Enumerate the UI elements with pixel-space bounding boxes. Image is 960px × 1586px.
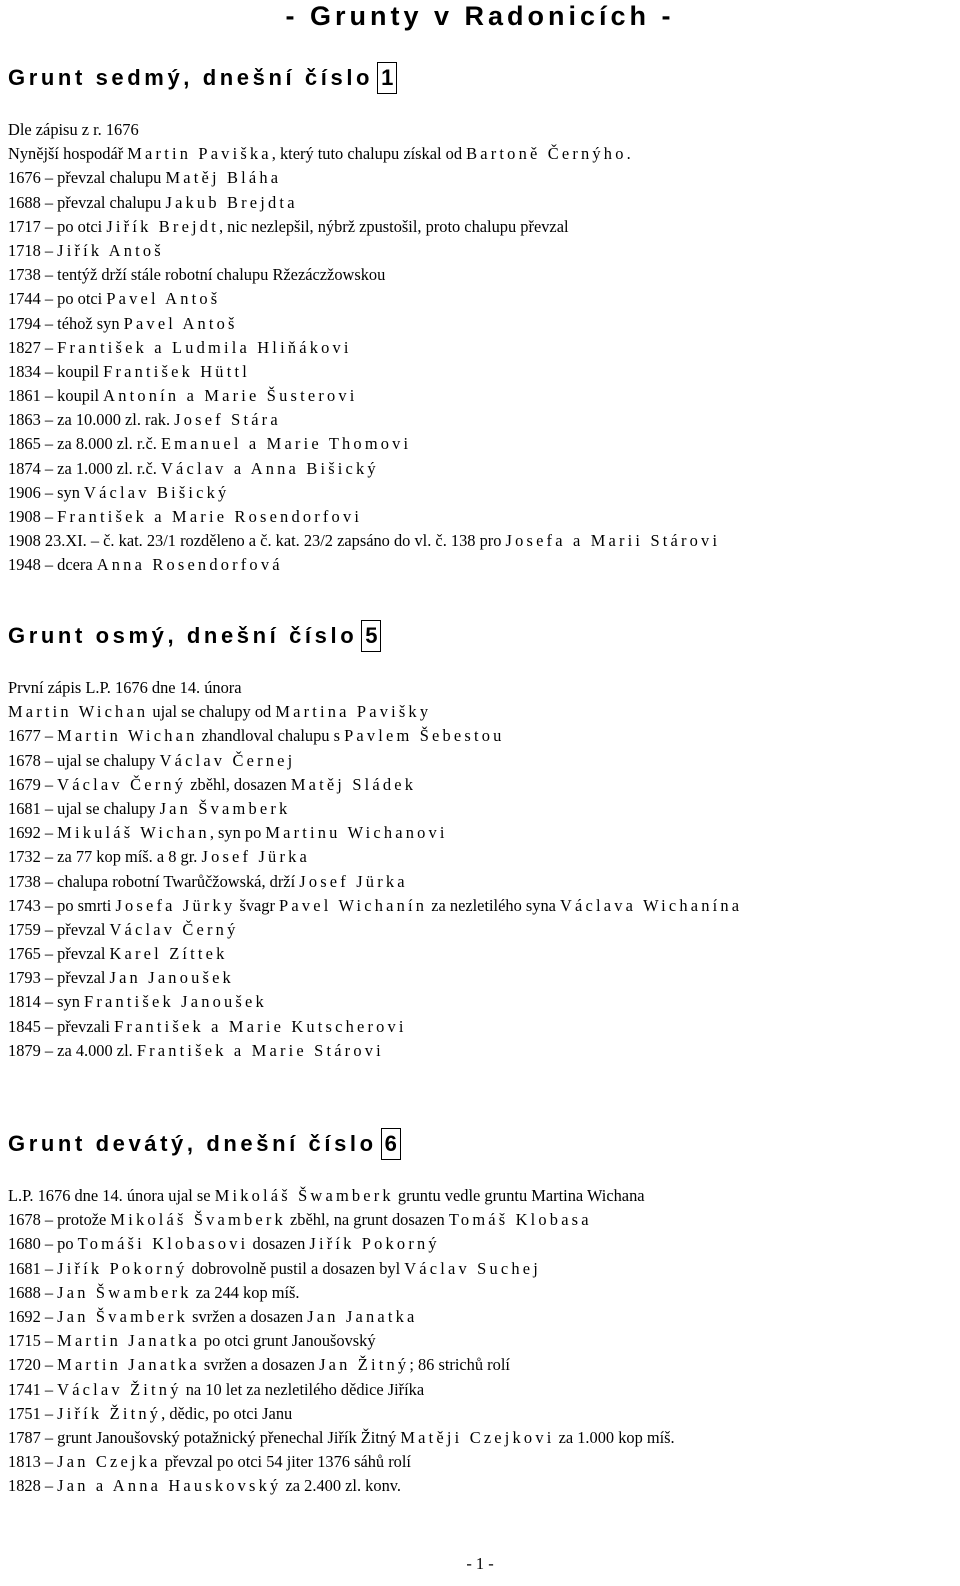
person-name: Anna Rosendorfová: [96, 555, 283, 575]
entry-text: po otci grunt Janoušovský: [199, 1331, 376, 1351]
entry-line: [8, 749, 953, 773]
entry-line: [8, 821, 953, 845]
page-title: - Grunty v Radonicích -: [285, 1, 675, 31]
entry-text: 1787 – grunt Janoušovský potažnický přenechal Jiřík Žitný: [8, 1427, 401, 1447]
entry-line: [8, 797, 953, 821]
person-name: Jiřík Žitný: [57, 1403, 162, 1423]
entry-line: [8, 553, 953, 577]
person-name: Pavel Antoš: [106, 289, 221, 309]
entry-line: [8, 384, 953, 408]
entry-line: [8, 1474, 953, 1498]
entry-text: švagr: [235, 895, 280, 915]
entry-text: L.P. 1676 dne 14. února ujal se: [8, 1186, 215, 1205]
person-name: Martinu Wichanovi: [265, 823, 448, 843]
section-heading-text: Grunt devátý, dnešní číslo: [8, 1131, 377, 1156]
entry-text: 1715 –: [8, 1331, 58, 1351]
person-name: František Hüttl: [103, 361, 250, 381]
entry-line: [8, 336, 953, 360]
person-name: Bartoně Černýho.: [466, 144, 634, 164]
entry-line: [8, 432, 953, 456]
entry-line: [8, 529, 953, 553]
person-name: Jakub Brejdta: [165, 192, 298, 212]
person-name: Antonín a Marie Šusterovi: [103, 386, 358, 406]
entry-text: 1874 – za 1.000 zl. r.č.: [8, 458, 161, 478]
entry-text: 1744 – po otci: [8, 289, 107, 309]
entry-text: 1717 – po otci: [8, 216, 107, 236]
entry-text: 1793 – převzal: [8, 968, 110, 988]
entry-text: za 1.000 kop míš.: [554, 1427, 675, 1447]
entry-text: , syn po: [209, 823, 266, 843]
entry-text: , dědic, po otci Janu: [161, 1403, 293, 1423]
entry-line: [8, 990, 953, 1014]
entry-text: za nezletilého syna: [427, 895, 561, 915]
entry-text: 1720 –: [8, 1355, 58, 1375]
person-name: František a Ludmila Hliňákovi: [57, 337, 352, 357]
entry-text: gruntu vedle gruntu Martina Wichana: [393, 1186, 645, 1205]
person-name: Jan Janatka: [307, 1306, 418, 1326]
person-name: Jan a Anna Hauskovský: [57, 1476, 282, 1496]
house-number-box: 6: [381, 1128, 401, 1160]
entry-text: 1863 – za 10.000 zl. rak.: [8, 410, 175, 430]
entry-text: 1678 – ujal se chalupy: [8, 750, 160, 770]
entry-text: 1765 – převzal: [8, 944, 110, 964]
entry-line: [8, 1257, 953, 1281]
person-name: Jan Švamberk: [159, 798, 291, 818]
entry-text: 1948 – dcera: [8, 555, 97, 575]
entry-text: 1738 – chalupa robotní Twarůčžowská, drží: [8, 871, 300, 891]
entry-line: [8, 1402, 953, 1426]
entry-text: 1759 – převzal: [8, 919, 110, 939]
entry-text: ; 86 strichů rolí: [409, 1355, 510, 1375]
entry-text: 1751 –: [8, 1403, 58, 1423]
entry-line: [8, 1232, 953, 1256]
person-name: Pavel Antoš: [123, 313, 238, 333]
entry-line: [8, 142, 953, 166]
person-name: Mikoláš Šwamberk: [214, 1186, 394, 1205]
entry-text: za 244 kop míš.: [191, 1282, 300, 1302]
entry-line: [8, 1281, 953, 1305]
entry-text: 1865 – za 8.000 zl. r.č.: [8, 434, 161, 454]
entry-text: 1688 – převzal chalupu: [8, 192, 166, 212]
entry-text: 1743 – po smrti: [8, 895, 116, 915]
person-name: Tomáši Klobasovi: [77, 1234, 249, 1254]
person-name: Josefa Jürky: [115, 895, 236, 915]
person-name: Josefa a Marii Stárovi: [505, 531, 721, 551]
person-name: Matěj Sládek: [290, 774, 417, 794]
section-heading-grunt-7: [8, 62, 397, 94]
entry-text: 1879 – za 4.000 zl.: [8, 1040, 137, 1060]
entry-line: [8, 870, 953, 894]
person-name: Martina Pavišky: [275, 702, 432, 722]
entry-line: [8, 239, 953, 263]
entry-text: , nic nezlepšil, nýbrž zpustošil, proto chalupu převzal: [218, 216, 569, 236]
entry-line: [8, 360, 953, 384]
entry-line: [8, 1450, 953, 1474]
entry-line: [8, 918, 953, 942]
entry-text: 1677 –: [8, 726, 58, 746]
person-name: Jan Žitný: [319, 1355, 410, 1375]
section-heading-text: Grunt sedmý, dnešní číslo: [8, 65, 374, 90]
person-name: Mikoláš Švamberk: [110, 1210, 286, 1230]
entry-line: [8, 1426, 953, 1450]
entry-text: 1738 – tentýž drží stále robotní chalupu Ržezáczžowskou: [8, 265, 386, 285]
person-name: Václav Suchej: [404, 1258, 541, 1278]
entry-line: [8, 408, 953, 432]
person-name: Martin Wichan: [57, 726, 198, 746]
person-name: František a Marie Stárovi: [136, 1040, 384, 1060]
entry-text: svržen a dosazen: [199, 1355, 320, 1375]
page-number: - 1 -: [466, 1554, 494, 1573]
section-entries-grunt-8: [8, 676, 953, 1063]
entry-text: ujal se chalupy od: [148, 702, 276, 722]
house-number-box: 5: [361, 620, 381, 652]
entry-text: 1676 – převzal chalupu: [8, 168, 166, 188]
entry-line: [8, 118, 953, 142]
house-number-box: 1: [377, 62, 397, 94]
entry-text: dobrovolně pustil a dosazen byl: [187, 1258, 405, 1278]
entry-text: Nynější hospodář: [8, 144, 128, 164]
section-entries-grunt-7: [8, 118, 953, 578]
person-name: Matěji Czejkovi: [400, 1427, 555, 1447]
person-name: Václav Žitný: [57, 1379, 182, 1399]
entry-text: 1681 – ujal se chalupy: [8, 798, 160, 818]
entry-text: 1908 –: [8, 507, 58, 526]
person-name: Václav Černý: [57, 774, 187, 794]
entry-line: [8, 773, 953, 797]
person-name: Emanuel a Marie Thomovi: [160, 434, 412, 454]
entry-text: 1678 – protože: [8, 1210, 111, 1230]
entry-text: 1688 –: [8, 1282, 58, 1302]
person-name: Pavlem Šebestou: [344, 726, 505, 746]
entry-text: 1794 – téhož syn: [8, 313, 124, 333]
entry-text: 1718 –: [8, 240, 58, 260]
person-name: Jan Šwamberk: [57, 1282, 192, 1302]
person-name: František a Marie Rosendorfovi: [57, 507, 363, 526]
section-heading-text: Grunt osmý, dnešní číslo: [8, 623, 358, 648]
entry-text: 1680 – po: [8, 1234, 78, 1254]
person-name: Mikuláš Wichan: [57, 823, 210, 843]
entry-text: dosazen: [248, 1234, 310, 1254]
entry-text: 1845 – převzali: [8, 1016, 115, 1036]
person-name: Jiřík Antoš: [57, 240, 164, 260]
entry-text: 1679 –: [8, 774, 58, 794]
person-name: Václav Bišický: [84, 482, 230, 502]
person-name: Jan Czejka: [57, 1452, 161, 1472]
entry-text: 1906 – syn: [8, 482, 85, 502]
entry-text: 1681 –: [8, 1258, 58, 1278]
person-name: Matěj Bláha: [165, 168, 282, 188]
entry-text: 1908 23.XI. – č. kat. 23/1 rozděleno a č. kat. 23/2 zapsáno do vl. č. 138 pro: [8, 531, 506, 551]
person-name: Jan Švamberk: [57, 1306, 188, 1326]
entry-text: 1827 –: [8, 337, 58, 357]
entry-line: [8, 966, 953, 990]
person-name: Václav Černý: [109, 919, 239, 939]
entry-line: [8, 942, 953, 966]
entry-line: [8, 215, 953, 239]
entry-text: zhandloval chalupu s: [197, 726, 345, 746]
entry-line: [8, 166, 953, 190]
entry-text: zběhl, dosazen: [186, 774, 291, 794]
entry-text: 1814 – syn: [8, 992, 85, 1012]
entry-text: 1834 – koupil: [8, 361, 104, 381]
entry-text: 1741 –: [8, 1379, 58, 1399]
person-name: Tomáš Klobasa: [448, 1210, 592, 1230]
person-name: Josef Jürka: [201, 847, 310, 867]
entry-line: [8, 1329, 953, 1353]
entry-line: [8, 457, 953, 481]
person-name: Karel Zíttek: [109, 944, 228, 964]
entry-line: [8, 287, 953, 311]
entry-text: 1692 –: [8, 1306, 58, 1326]
entry-line: [8, 724, 953, 748]
entry-text: 1692 –: [8, 823, 58, 843]
person-name: Jan Janoušek: [109, 968, 234, 988]
entry-line: [8, 700, 953, 724]
entry-line: [8, 481, 953, 505]
person-name: František Janoušek: [84, 992, 267, 1012]
person-name: František a Marie Kutscherovi: [114, 1016, 407, 1036]
entry-line: [8, 676, 953, 700]
entry-line: [8, 1353, 953, 1377]
entry-text: svržen a dosazen: [187, 1306, 308, 1326]
entry-text: 1861 – koupil: [8, 386, 104, 406]
entry-line: [8, 1378, 953, 1402]
entry-text: Dle zápisu z r. 1676: [8, 120, 139, 139]
entry-line: [8, 1208, 953, 1232]
person-name: Jiřík Pokorný: [57, 1258, 188, 1278]
entry-line: [8, 191, 953, 215]
person-name: Jiřík Brejdt: [106, 216, 219, 236]
entry-line: [8, 1305, 953, 1329]
person-name: Martin Janatka: [57, 1331, 200, 1351]
entry-text: První zápis L.P. 1676 dne 14. února: [8, 678, 242, 697]
entry-line: [8, 1039, 953, 1063]
entry-text: 1828 –: [8, 1476, 58, 1496]
entry-line: [8, 312, 953, 336]
entry-text: převzal po otci 54 jiter 1376 sáhů rolí: [160, 1452, 411, 1472]
entry-text: 1732 – za 77 kop míš. a 8 gr.: [8, 847, 202, 867]
person-name: Josef Jürka: [299, 871, 408, 891]
person-name: Martin Wichan: [8, 702, 149, 722]
person-name: Václav Černej: [159, 750, 296, 770]
entry-line: [8, 845, 953, 869]
person-name: Martin Paviška: [127, 144, 272, 164]
person-name: Jiřík Pokorný: [309, 1234, 440, 1254]
person-name: Martin Janatka: [57, 1355, 200, 1375]
entry-line: [8, 263, 953, 287]
entry-line: [8, 894, 953, 918]
section-heading-grunt-8: [8, 620, 381, 652]
entry-line: [8, 505, 953, 529]
entry-line: [8, 1184, 953, 1208]
section-heading-grunt-9: [8, 1128, 401, 1160]
person-name: Václav a Anna Bišický: [160, 458, 379, 478]
person-name: Pavel Wichanín: [279, 895, 428, 915]
person-name: Josef Stára: [174, 410, 281, 430]
entry-line: [8, 1015, 953, 1039]
entry-text: , který tuto chalupu získal od: [271, 144, 467, 164]
entry-text: za 2.400 zl. konv.: [281, 1476, 401, 1496]
entry-text: 1813 –: [8, 1452, 58, 1472]
entry-text: zběhl, na grunt dosazen: [285, 1210, 449, 1230]
entry-text: na 10 let za nezletilého dědice Jiříka: [181, 1379, 425, 1399]
person-name: Václava Wichanína: [560, 895, 743, 915]
section-entries-grunt-9: [8, 1184, 953, 1498]
